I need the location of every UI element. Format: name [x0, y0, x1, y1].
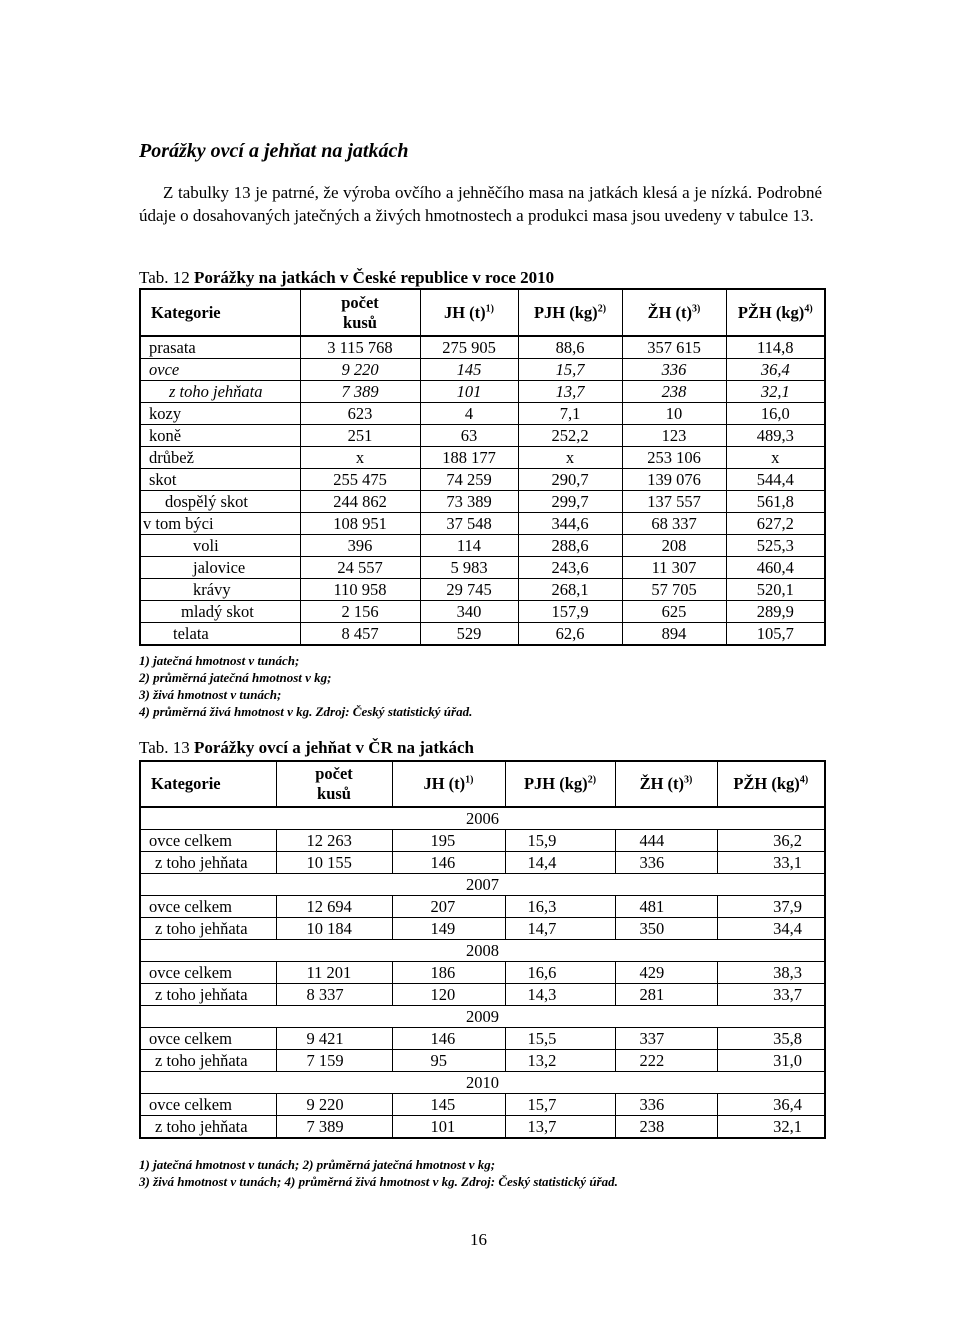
- table-row: [140, 557, 825, 579]
- table-cell: 243,6: [518, 557, 622, 579]
- year-row: [140, 807, 825, 830]
- table-cell: 62,6: [518, 623, 622, 646]
- table-row: [140, 535, 825, 557]
- pjh-sup: 2): [587, 774, 597, 786]
- jh-label: JH (t): [443, 302, 486, 322]
- footnote: 3) živá hmotnost v tunách;: [139, 687, 282, 702]
- table12: [139, 288, 826, 646]
- table12-notes: [139, 652, 472, 720]
- table-row: [140, 601, 825, 623]
- table-cell: 108 951: [300, 513, 420, 535]
- table-cell: 37,9: [717, 896, 825, 918]
- table-cell: 11 201: [276, 962, 392, 984]
- table-cell: 7,1: [518, 403, 622, 425]
- table-cell: 336: [615, 852, 717, 874]
- table-cell: 894: [622, 623, 726, 646]
- row-label: telata: [140, 623, 300, 646]
- table-row: [140, 403, 825, 425]
- row-label: drůbež: [140, 447, 300, 469]
- table-cell: 289,9: [726, 601, 825, 623]
- table-cell: 208: [622, 535, 726, 557]
- table13-caption: [139, 738, 474, 758]
- table-cell: 337: [615, 1028, 717, 1050]
- table-cell: 157,9: [518, 601, 622, 623]
- table-cell: 105,7: [726, 623, 825, 646]
- table-cell: 429: [615, 962, 717, 984]
- row-label: dospělý skot: [140, 491, 300, 513]
- table-cell: 7 389: [276, 1116, 392, 1139]
- table-cell: 101: [420, 381, 518, 403]
- table-row: [140, 1050, 825, 1072]
- table12-header-kategorie: Kategorie: [140, 289, 300, 336]
- table-cell: 238: [615, 1116, 717, 1139]
- zh-label: ŽH (t): [639, 774, 685, 793]
- table-cell: 627,2: [726, 513, 825, 535]
- table-row: [140, 1116, 825, 1139]
- table13-header-pocet-line2: kusů: [317, 784, 351, 803]
- table-cell: 146: [392, 1028, 505, 1050]
- year-row: [140, 940, 825, 962]
- table-cell: 186: [392, 962, 505, 984]
- row-label: z toho jehňata: [140, 984, 276, 1006]
- jh-sup: 1): [485, 303, 495, 314]
- table-cell: 525,3: [726, 535, 825, 557]
- jh-label: JH (t): [423, 774, 466, 793]
- table-cell: 145: [392, 1094, 505, 1116]
- table-cell: 7 389: [300, 381, 420, 403]
- table-cell: 275 905: [420, 336, 518, 359]
- table-cell: 38,3: [717, 962, 825, 984]
- row-label: v tom býci: [140, 513, 300, 535]
- row-label: z toho jehňata: [140, 1050, 276, 1072]
- row-label: ovce celkem: [140, 830, 276, 852]
- pzh-sup: 4): [799, 774, 809, 786]
- intro-paragraph: [139, 181, 822, 227]
- year-row: [140, 874, 825, 896]
- table-row: [140, 513, 825, 535]
- table-cell: 32,1: [717, 1116, 825, 1139]
- table-cell: 7 159: [276, 1050, 392, 1072]
- row-label: ovce celkem: [140, 962, 276, 984]
- table-cell: 5 983: [420, 557, 518, 579]
- row-label: prasata: [140, 336, 300, 359]
- table13-header-kategorie: Kategorie: [140, 761, 276, 807]
- table-cell: 15,5: [505, 1028, 615, 1050]
- row-label: ovce celkem: [140, 896, 276, 918]
- table-cell: 9 220: [300, 359, 420, 381]
- table13-header-pjh: [505, 761, 615, 807]
- table13-header-jh: [392, 761, 505, 807]
- table-cell: 4: [420, 403, 518, 425]
- table-cell: x: [518, 447, 622, 469]
- table-cell: 12 694: [276, 896, 392, 918]
- table-row: [140, 359, 825, 381]
- table-cell: 625: [622, 601, 726, 623]
- table-row: [140, 896, 825, 918]
- table-cell: 357 615: [622, 336, 726, 359]
- table-cell: 95: [392, 1050, 505, 1072]
- row-label: mladý skot: [140, 601, 300, 623]
- table-cell: 36,4: [717, 1094, 825, 1116]
- table-row: [140, 1028, 825, 1050]
- table13-caption-title: Porážky ovcí a jehňat v ČR na jatkách: [194, 738, 475, 757]
- year-row: [140, 1072, 825, 1094]
- table-cell: 9 421: [276, 1028, 392, 1050]
- table-cell: 137 557: [622, 491, 726, 513]
- table-cell: 10 155: [276, 852, 392, 874]
- table-cell: 114,8: [726, 336, 825, 359]
- table-row: [140, 579, 825, 601]
- section-heading: Porážky ovcí a jehňat na jatkách: [139, 140, 409, 162]
- table-row: [140, 852, 825, 874]
- table-cell: 623: [300, 403, 420, 425]
- table-cell: 31,0: [717, 1050, 825, 1072]
- table-row: [140, 1094, 825, 1116]
- table12-header-pjh: [518, 289, 622, 336]
- table-cell: x: [300, 447, 420, 469]
- footnote: 3) živá hmotnost v tunách; 4) průměrná živá hmotnost v kg. Zdroj: Český statistický úřad.: [139, 1174, 618, 1189]
- table-cell: 57 705: [622, 579, 726, 601]
- table-cell: 33,1: [717, 852, 825, 874]
- table-cell: 8 337: [276, 984, 392, 1006]
- table-cell: 120: [392, 984, 505, 1006]
- row-label: z toho jehňata: [140, 381, 300, 403]
- table12-header-pocet: [300, 289, 420, 336]
- table-cell: 15,9: [505, 830, 615, 852]
- year-row: [140, 1006, 825, 1028]
- table-cell: 36,4: [726, 359, 825, 381]
- table-cell: 340: [420, 601, 518, 623]
- table-cell: 2 156: [300, 601, 420, 623]
- pjh-label: PJH (kg): [533, 302, 598, 322]
- zh-label: ŽH (t): [647, 302, 693, 322]
- table-cell: 244 862: [300, 491, 420, 513]
- table-cell: 299,7: [518, 491, 622, 513]
- table-cell: 290,7: [518, 469, 622, 491]
- table12-header-jh: [420, 289, 518, 336]
- table-cell: 336: [622, 359, 726, 381]
- table-cell: 481: [615, 896, 717, 918]
- table-cell: 195: [392, 830, 505, 852]
- table-row: [140, 336, 825, 359]
- table-cell: 139 076: [622, 469, 726, 491]
- table-cell: 561,8: [726, 491, 825, 513]
- year-label: 2006: [140, 807, 825, 830]
- table-cell: 238: [622, 381, 726, 403]
- table-cell: 63: [420, 425, 518, 447]
- table-cell: 396: [300, 535, 420, 557]
- table-cell: 34,4: [717, 918, 825, 940]
- table-cell: 207: [392, 896, 505, 918]
- year-label: 2009: [140, 1006, 825, 1028]
- table-cell: 13,7: [505, 1116, 615, 1139]
- table-row: [140, 918, 825, 940]
- table-cell: 37 548: [420, 513, 518, 535]
- table-cell: 149: [392, 918, 505, 940]
- table12-header-pocet-line1: počet: [341, 292, 379, 312]
- table-cell: 14,7: [505, 918, 615, 940]
- year-label: 2008: [140, 940, 825, 962]
- row-label: z toho jehňata: [140, 1116, 276, 1139]
- row-label: krávy: [140, 579, 300, 601]
- table-cell: 268,1: [518, 579, 622, 601]
- table12-caption-title: Porážky na jatkách v České republice v roce 2010: [194, 268, 555, 287]
- table-cell: 14,3: [505, 984, 615, 1006]
- table-cell: 35,8: [717, 1028, 825, 1050]
- table-cell: 253 106: [622, 447, 726, 469]
- table13-header-zh: [615, 761, 717, 807]
- table-cell: 544,4: [726, 469, 825, 491]
- row-label: ovce celkem: [140, 1094, 276, 1116]
- year-label: 2007: [140, 874, 825, 896]
- table-cell: 114: [420, 535, 518, 557]
- table-cell: 29 745: [420, 579, 518, 601]
- table13-header-pzh: [717, 761, 825, 807]
- table-cell: 251: [300, 425, 420, 447]
- table-row: [140, 962, 825, 984]
- table-cell: 24 557: [300, 557, 420, 579]
- table13: [139, 760, 826, 1139]
- table-cell: 88,6: [518, 336, 622, 359]
- row-label: ovce: [140, 359, 300, 381]
- table-row: [140, 491, 825, 513]
- pjh-label: PJH (kg): [523, 774, 588, 793]
- table12-caption-prefix: Tab. 12: [139, 268, 190, 287]
- table-cell: 16,6: [505, 962, 615, 984]
- pzh-sup: 4): [804, 303, 813, 314]
- table-cell: 460,4: [726, 557, 825, 579]
- table-cell: 74 259: [420, 469, 518, 491]
- table-cell: 73 389: [420, 491, 518, 513]
- table-row: [140, 381, 825, 403]
- row-label: z toho jehňata: [140, 918, 276, 940]
- table-cell: 101: [392, 1116, 505, 1139]
- table-cell: 110 958: [300, 579, 420, 601]
- table-cell: 36,2: [717, 830, 825, 852]
- footnote: 2) průměrná jatečná hmotnost v kg;: [139, 670, 332, 685]
- table-row: [140, 425, 825, 447]
- table-cell: 12 263: [276, 830, 392, 852]
- table-cell: 15,7: [505, 1094, 615, 1116]
- table-cell: 3 115 768: [300, 336, 420, 359]
- table-cell: 529: [420, 623, 518, 646]
- footnote: 1) jatečná hmotnost v tunách; 2) průměrná jatečná hmotnost v kg;: [139, 1157, 496, 1172]
- table-row: [140, 447, 825, 469]
- intro-text: Z tabulky 13 je patrné, že výroba ovčího a jehněčího masa na jatkách klesá a je nízká. Podrobné údaje o dosahovaných jatečných a živých hmotnostech a produkci masa jsou uvedeny v tabulce 13.: [139, 183, 822, 225]
- table-cell: 8 457: [300, 623, 420, 646]
- table-cell: 33,7: [717, 984, 825, 1006]
- table13-notes: [139, 1156, 618, 1190]
- table13-header-pocet-line1: počet: [315, 764, 353, 783]
- table-cell: 344,6: [518, 513, 622, 535]
- table-cell: 255 475: [300, 469, 420, 491]
- table-row: [140, 469, 825, 491]
- row-label: z toho jehňata: [140, 852, 276, 874]
- table-cell: 14,4: [505, 852, 615, 874]
- page-number: 16: [470, 1230, 487, 1249]
- table-cell: 68 337: [622, 513, 726, 535]
- table-cell: 13,2: [505, 1050, 615, 1072]
- row-label: jalovice: [140, 557, 300, 579]
- table-cell: 222: [615, 1050, 717, 1072]
- table-cell: 10 184: [276, 918, 392, 940]
- year-label: 2010: [140, 1072, 825, 1094]
- table-cell: 10: [622, 403, 726, 425]
- table-cell: 145: [420, 359, 518, 381]
- table-cell: 16,3: [505, 896, 615, 918]
- pzh-label: PŽH (kg): [733, 774, 800, 793]
- row-label: skot: [140, 469, 300, 491]
- table-cell: 350: [615, 918, 717, 940]
- row-label: voli: [140, 535, 300, 557]
- table-cell: 16,0: [726, 403, 825, 425]
- zh-sup: 3): [684, 774, 693, 786]
- table-cell: 520,1: [726, 579, 825, 601]
- table-cell: 9 220: [276, 1094, 392, 1116]
- table-cell: 281: [615, 984, 717, 1006]
- table-cell: 15,7: [518, 359, 622, 381]
- table-cell: 32,1: [726, 381, 825, 403]
- table-row: [140, 623, 825, 646]
- row-label: koně: [140, 425, 300, 447]
- table12-header-zh: [622, 289, 726, 336]
- jh-sup: 1): [465, 774, 474, 786]
- row-label: ovce celkem: [140, 1028, 276, 1050]
- table13-header-pocet: [276, 761, 392, 807]
- row-label: kozy: [140, 403, 300, 425]
- table-cell: 252,2: [518, 425, 622, 447]
- table-cell: 444: [615, 830, 717, 852]
- table-cell: x: [726, 447, 825, 469]
- table-cell: 146: [392, 852, 505, 874]
- table-cell: 288,6: [518, 535, 622, 557]
- table12-header-pocet-line2: kusů: [343, 312, 377, 332]
- footnote: 4) průměrná živá hmotnost v kg. Zdroj: Český statistický úřad.: [139, 704, 473, 719]
- table-cell: 188 177: [420, 447, 518, 469]
- pjh-sup: 2): [597, 303, 607, 314]
- pzh-label: PŽH (kg): [737, 302, 805, 322]
- footnote: 1) jatečná hmotnost v tunách;: [139, 653, 300, 668]
- table-cell: 13,7: [518, 381, 622, 403]
- table12-caption: [139, 268, 554, 288]
- table-cell: 123: [622, 425, 726, 447]
- table12-header-pzh: [726, 289, 825, 336]
- table-row: [140, 984, 825, 1006]
- table-row: [140, 830, 825, 852]
- zh-sup: 3): [692, 303, 701, 314]
- table-cell: 489,3: [726, 425, 825, 447]
- table-cell: 11 307: [622, 557, 726, 579]
- table13-caption-prefix: Tab. 13: [139, 738, 190, 757]
- table-cell: 336: [615, 1094, 717, 1116]
